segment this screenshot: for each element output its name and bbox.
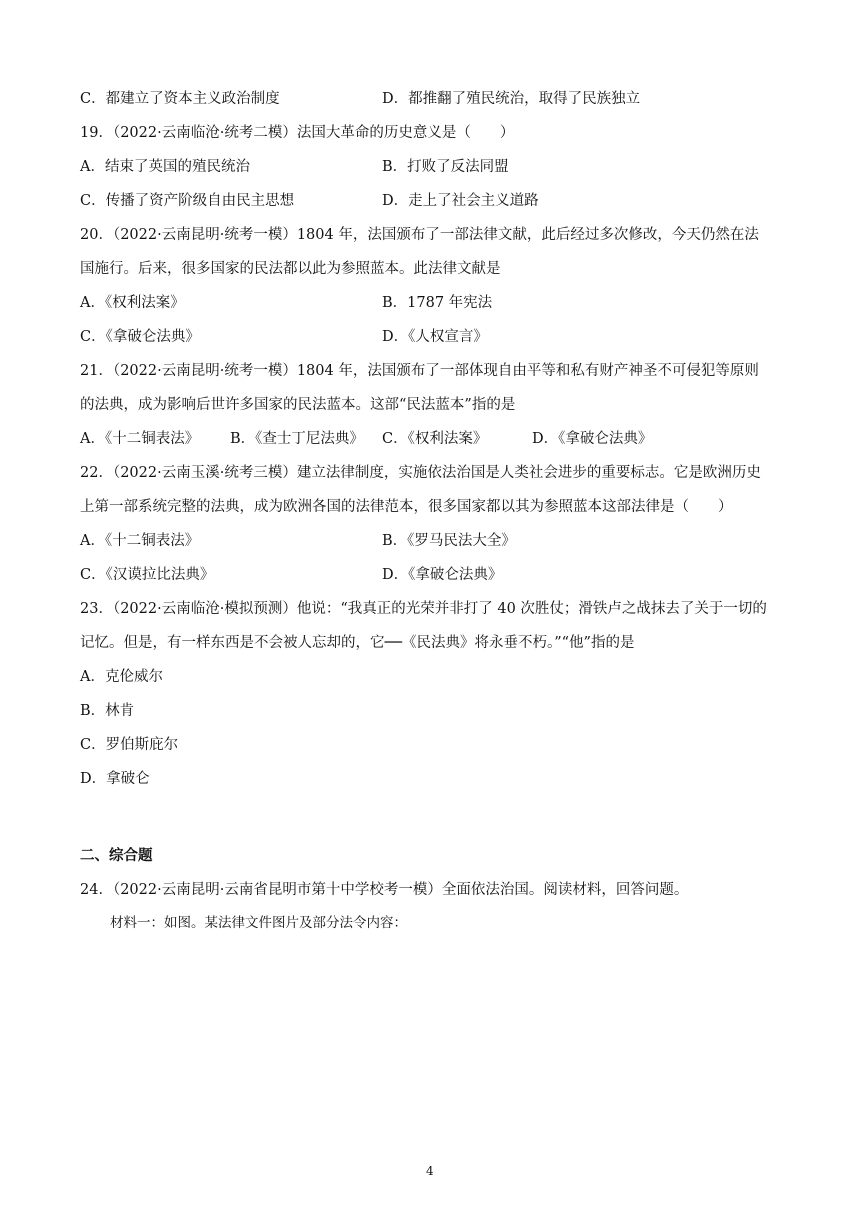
q23-stem-line2: 记忆。但是，有一样东西是不会被人忘却的，它──《民法典》将永垂不朽。”“他”指的是	[80, 635, 635, 651]
q21-option-b: B．《查士丁尼法典》	[230, 431, 364, 447]
q20-option-d: D．《人权宣言》	[382, 329, 488, 345]
q21-option-c: C．《权利法案》	[382, 431, 488, 447]
q21-stem-line2: 的法典，成为影响后世许多国家的民法蓝本。这部“民法蓝本”指的是	[80, 397, 516, 413]
q19-option-d: D．走上了社会主义道路	[382, 193, 539, 209]
q20-stem-line1: 20．（2022·云南昆明·统考一模）1804 年，法国颁布了一部法律文献，此后经过多次修改，今天仍然在法	[80, 227, 759, 243]
q21-option-d: D．《拿破仑法典》	[532, 431, 653, 447]
q22-option-d: D．《拿破仑法典》	[382, 567, 503, 583]
q22-option-c: C．《汉谟拉比法典》	[80, 567, 215, 583]
q23-stem-line1: 23．（2022·云南临沧·模拟预测）他说：“我真正的光荣并非打了 40 次胜仗；滑铁卢之战抹去了关于一切的	[80, 601, 767, 617]
q19-option-b: B．打败了反法同盟	[382, 159, 509, 175]
q18-option-d: D．都推翻了殖民统治，取得了民族独立	[382, 91, 641, 107]
q21-stem-line1: 21．（2022·云南昆明·统考一模）1804 年，法国颁布了一部体现自由平等和私有财产神圣不可侵犯等原则	[80, 363, 759, 379]
page-number: 4	[426, 1164, 434, 1178]
q23-option-b: B．林肯	[80, 703, 135, 719]
q23-option-c: C．罗伯斯庇尔	[80, 737, 179, 753]
q19-option-a: A．结束了英国的殖民统治	[80, 159, 250, 175]
q20-option-b: B．1787 年宪法	[382, 295, 493, 311]
q23-option-a: A．克伦威尔	[80, 669, 163, 685]
q18-option-c: C．都建立了资本主义政治制度	[80, 91, 280, 107]
section-heading: 二、综合题	[80, 848, 153, 864]
q23-option-d: D．拿破仑	[80, 771, 150, 787]
q21-option-a: A．《十二铜表法》	[80, 431, 200, 447]
q22-stem-line2: 上第一部系统完整的法典，成为欧洲各国的法律范本，很多国家都以其为参照蓝本这部法律是（ ）	[80, 499, 733, 515]
q20-option-c: C．《拿破仑法典》	[80, 329, 200, 345]
q22-stem-line1: 22．（2022·云南玉溪·统考三模）建立法律制度，实施依法治国是人类社会进步的重要标志。它是欧洲历史	[80, 465, 761, 481]
q19-stem: 19．（2022·云南临沧·统考二模）法国大革命的历史意义是（ ）	[80, 125, 515, 141]
q22-option-a: A．《十二铜表法》	[80, 533, 200, 549]
q20-option-a: A．《权利法案》	[80, 295, 185, 311]
q24-material-one: 材料一：如图。某法律文件图片及部分法令内容：	[110, 915, 407, 931]
q22-option-b: B．《罗马民法大全》	[382, 533, 516, 549]
q24-stem: 24．（2022·云南昆明·云南省昆明市第十中学校考一模）全面依法治国。阅读材料，回答问题。	[80, 882, 689, 898]
q19-option-c: C．传播了资产阶级自由民主思想	[80, 193, 295, 209]
q20-stem-line2: 国施行。后来，很多国家的民法都以此为参照蓝本。此法律文献是	[80, 261, 501, 277]
